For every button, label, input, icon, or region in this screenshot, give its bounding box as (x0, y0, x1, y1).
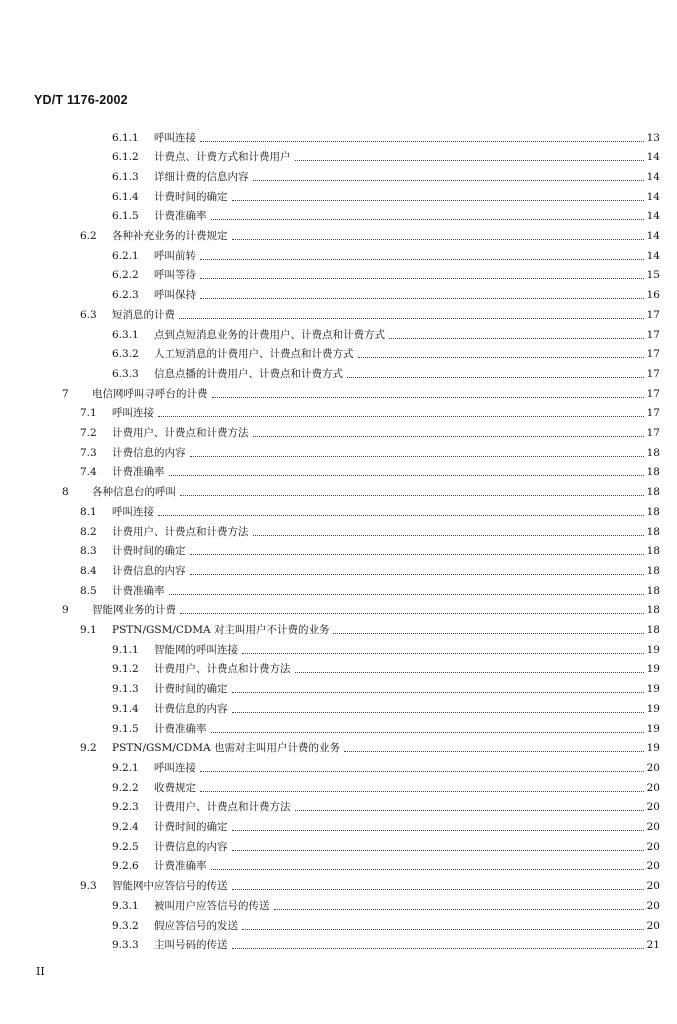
toc-entry[interactable] (112, 203, 660, 223)
toc-entry[interactable] (80, 538, 660, 558)
toc-entry-number: 6.2 (80, 230, 97, 242)
toc-leader-dots (344, 751, 644, 752)
toc-entry-number: 7.3 (80, 446, 97, 459)
toc-entry[interactable] (112, 774, 660, 794)
toc-leader-dots (200, 298, 644, 299)
toc-leader-dots (190, 574, 645, 575)
toc-leader-dots (179, 318, 644, 319)
toc-leader-dots (253, 535, 645, 536)
toc-leader-dots (232, 889, 645, 890)
toc-leader-dots (295, 672, 645, 673)
toc-leader-dots (211, 732, 645, 733)
toc-entry-title: 计费时间的确定 (112, 545, 186, 558)
toc-entry-title: 计费时间的确定 (154, 821, 228, 833)
toc-entry-number: 9.2 (80, 742, 97, 755)
toc-entry-number: 6.2.1 (112, 249, 139, 262)
toc-entry-page: 14 (646, 190, 660, 203)
toc-entry-title: 计费用户、计费点和计费方法 (112, 525, 249, 538)
toc-entry[interactable] (62, 597, 660, 617)
toc-entry[interactable] (112, 695, 660, 715)
toc-leader-dots (295, 810, 645, 811)
toc-entry-page: 18 (646, 466, 660, 479)
toc-leader-dots (242, 653, 644, 654)
toc-entry-number: 6.1.3 (112, 170, 139, 183)
toc-entry-page: 14 (646, 170, 660, 183)
toc-entry-number: 6.1.2 (112, 151, 139, 164)
toc-leader-dots (158, 515, 644, 516)
toc-entry[interactable] (112, 636, 660, 656)
toc-leader-dots (232, 200, 645, 201)
toc-entry-title: 信息点播的计费用户、计费点和计费方式 (154, 367, 343, 380)
toc-entry-number: 8.5 (80, 584, 97, 597)
toc-entry-page: 20 (646, 781, 660, 794)
toc-entry-number: 8.4 (80, 564, 97, 577)
toc-entry-title: 计费时间的确定 (154, 683, 228, 696)
toc-entry-number: 6.1.1 (112, 131, 139, 144)
toc-entry-page: 21 (646, 939, 660, 952)
toc-entry-number: 9.1.4 (112, 702, 139, 715)
toc-entry-number: 6.2.3 (112, 289, 139, 302)
toc-leader-dots (200, 141, 644, 142)
toc-entry-title: 呼叫保持 (154, 289, 196, 302)
toc-entry-title: PSTN/GSM/CDMA 对主叫用户不计费的业务 (112, 624, 330, 636)
toc-entry[interactable] (62, 380, 660, 400)
toc-entry-number: 9.2.4 (112, 821, 139, 833)
toc-leader-dots (180, 495, 644, 496)
toc-entry-title: 假应答信号的发送 (154, 919, 238, 932)
toc-entry-number: 9.3.2 (112, 919, 139, 932)
toc-entry-title: 计费准确率 (154, 860, 207, 873)
toc-leader-dots (358, 357, 645, 358)
toc-entry-page: 14 (646, 249, 660, 262)
toc-entry-page: 14 (646, 230, 660, 242)
toc-entry[interactable] (112, 282, 660, 302)
toc-entry-number: 6.3 (80, 308, 97, 321)
toc-entry-number: 6.3.3 (112, 367, 139, 380)
toc-entry-title: 详细计费的信息内容 (154, 170, 249, 183)
toc-leader-dots (253, 180, 645, 181)
toc-entry[interactable] (112, 676, 660, 696)
toc-entry[interactable] (112, 715, 660, 735)
toc-entry-page: 19 (646, 663, 660, 676)
toc-leader-dots (212, 397, 645, 398)
toc-entry-title: 计费信息的内容 (112, 446, 186, 459)
toc-leader-dots (232, 850, 645, 851)
toc-leader-dots (232, 948, 645, 949)
toc-entry[interactable] (112, 144, 660, 164)
toc-entry-number: 9.2.5 (112, 840, 139, 853)
toc-entry-title: 呼叫连接 (112, 407, 154, 420)
toc-entry-page: 17 (646, 387, 660, 400)
toc-entry[interactable] (112, 833, 660, 853)
toc-entry-number: 7.2 (80, 427, 97, 439)
toc-entry-page: 18 (646, 446, 660, 459)
toc-entry[interactable] (112, 360, 660, 380)
toc-entry-number: 9.1.5 (112, 722, 139, 735)
toc-leader-dots (200, 771, 644, 772)
toc-entry-page: 20 (646, 801, 660, 814)
toc-entry-page: 17 (646, 308, 660, 321)
toc-leader-dots (232, 239, 645, 240)
toc-entry-number: 9.1.1 (112, 643, 139, 656)
toc-entry-title: 人工短消息的计费用户、计费点和计费方式 (154, 348, 354, 361)
toc-entry-title: 电信网呼叫寻呼台的计费 (92, 387, 208, 400)
toc-entry[interactable] (80, 577, 660, 597)
toc-entry[interactable] (112, 814, 660, 834)
toc-entry[interactable] (112, 124, 660, 144)
toc-leader-dots (333, 633, 644, 634)
toc-entry-page: 13 (646, 131, 660, 144)
toc-entry-page: 20 (646, 821, 660, 833)
toc-leader-dots (200, 259, 644, 260)
toc-entry-title: 呼叫等待 (154, 269, 196, 282)
toc-entry[interactable] (80, 459, 660, 479)
toc-leader-dots (232, 830, 645, 831)
toc-entry[interactable] (112, 912, 660, 932)
toc-entry-page: 17 (646, 427, 660, 439)
toc-entry-title: 主叫号码的传送 (154, 939, 228, 952)
toc-entry-number: 8.1 (80, 505, 97, 518)
toc-entry-page: 18 (646, 584, 660, 597)
toc-entry-title: 计费用户、计费点和计费方法 (154, 663, 291, 676)
toc-leader-dots (211, 219, 645, 220)
toc-entry-number: 9.1.2 (112, 663, 139, 676)
toc-leader-dots (389, 338, 644, 339)
toc-entry-title: 短消息的计费 (112, 308, 175, 321)
toc-entry-page: 18 (646, 545, 660, 558)
toc-entry-page: 20 (646, 761, 660, 774)
toc-entry-title: 计费时间的确定 (154, 190, 228, 203)
toc-entry-number: 9.2.1 (112, 761, 139, 774)
toc-entry-page: 19 (646, 722, 660, 735)
toc-entry-title: 计费准确率 (112, 584, 165, 597)
toc-entry-number: 9.1.3 (112, 683, 139, 696)
toc-entry-title: 计费准确率 (154, 722, 207, 735)
toc-entry-title: 各种补充业务的计费规定 (112, 230, 228, 242)
toc-entry-page: 16 (646, 289, 660, 302)
toc-entry-number: 9.2.3 (112, 801, 139, 814)
toc-entry-title: 被叫用户应答信号的传送 (154, 899, 270, 912)
toc-entry-page: 18 (646, 486, 660, 499)
toc-entry-number: 7.4 (80, 466, 97, 479)
toc-entry[interactable] (112, 321, 660, 341)
toc-entry[interactable] (80, 557, 660, 577)
page-number-footer: II (36, 965, 45, 978)
toc-entry-page: 19 (646, 742, 660, 755)
toc-entry-title: 点到点短消息业务的计费用户、计费点和计费方式 (154, 328, 385, 341)
toc-leader-dots (232, 712, 645, 713)
toc-entry[interactable] (112, 853, 660, 873)
toc-leader-dots (295, 160, 645, 161)
toc-entry-title: PSTN/GSM/CDMA 也需对主叫用户计费的业务 (112, 742, 340, 755)
toc-entry-page: 19 (646, 643, 660, 656)
toc-entry-number: 6.1.4 (112, 190, 139, 203)
toc-entry[interactable] (112, 892, 660, 912)
toc-entry-page: 14 (646, 210, 660, 223)
toc-entry-number: 9.3.3 (112, 939, 139, 952)
toc-entry-page: 17 (646, 367, 660, 380)
toc-entry[interactable] (112, 754, 660, 774)
toc-entry-title: 计费准确率 (154, 210, 207, 223)
toc-entry-number: 8.3 (80, 545, 97, 558)
toc-entry-page: 18 (646, 505, 660, 518)
toc-entry-title: 计费信息的内容 (154, 840, 228, 853)
toc-entry-number: 9.1 (80, 624, 97, 636)
toc-leader-dots (169, 475, 645, 476)
toc-entry-title: 计费用户、计费点和计费方法 (154, 801, 291, 814)
toc-entry-number: 7 (62, 387, 69, 400)
toc-entry-title: 计费信息的内容 (154, 702, 228, 715)
toc-leader-dots (253, 436, 645, 437)
toc-leader-dots (274, 909, 645, 910)
toc-leader-dots (169, 594, 645, 595)
toc-entry-title: 收费规定 (154, 781, 196, 794)
toc-entry-page: 20 (646, 919, 660, 932)
toc-entry-page: 19 (646, 683, 660, 696)
toc-entry-title: 呼叫连接 (154, 761, 196, 774)
toc-entry[interactable] (80, 518, 660, 538)
toc-leader-dots (180, 613, 644, 614)
toc-entry[interactable] (80, 873, 660, 893)
toc-entry-number: 7.1 (80, 407, 97, 420)
toc-entry[interactable] (112, 656, 660, 676)
toc-entry-number: 6.2.2 (112, 269, 139, 282)
toc-leader-dots (200, 278, 644, 279)
toc-entry[interactable] (80, 439, 660, 459)
toc-entry-page: 17 (646, 328, 660, 341)
toc-entry-title: 各种信息台的呼叫 (92, 486, 176, 499)
document-header: YD/T 1176-2002 (34, 93, 128, 107)
toc-entry-number: 9 (62, 604, 69, 617)
toc-entry-number: 6.3.2 (112, 348, 139, 361)
toc-entry-title: 计费准确率 (112, 466, 165, 479)
toc-entry-number: 8.2 (80, 525, 97, 538)
toc-entry-page: 20 (646, 860, 660, 873)
toc-entry-number: 9.2.6 (112, 860, 139, 873)
toc-entry-title: 计费信息的内容 (112, 564, 186, 577)
toc-leader-dots (211, 869, 645, 870)
toc-entry[interactable] (80, 301, 660, 321)
toc-leader-dots (190, 456, 645, 457)
toc-entry-title: 智能网中应答信号的传送 (112, 880, 228, 893)
toc-leader-dots (232, 692, 645, 693)
toc-entry-page: 20 (646, 880, 660, 893)
toc-entry[interactable] (62, 479, 660, 499)
toc-entry[interactable] (112, 794, 660, 814)
toc-entry[interactable] (80, 420, 660, 440)
toc-entry[interactable] (80, 498, 660, 518)
toc-entry[interactable] (112, 262, 660, 282)
toc-leader-dots (347, 377, 644, 378)
toc-leader-dots (158, 416, 644, 417)
toc-entry-page: 18 (646, 624, 660, 636)
toc-entry-title: 计费点、计费方式和计费用户 (154, 151, 291, 164)
toc-leader-dots (190, 554, 645, 555)
toc-entry-title: 智能网业务的计费 (92, 604, 176, 617)
toc-entry-page: 18 (646, 525, 660, 538)
toc-entry-number: 9.3 (80, 880, 97, 893)
toc-entry-number: 8 (62, 486, 69, 499)
toc-entry[interactable] (80, 735, 660, 755)
toc-entry-page: 17 (646, 407, 660, 420)
toc-entry-page: 17 (646, 348, 660, 361)
toc-entry-page: 20 (646, 840, 660, 853)
toc-entry-page: 15 (646, 269, 660, 282)
toc-entry[interactable] (112, 242, 660, 262)
toc-entry-number: 9.3.1 (112, 899, 139, 912)
toc-entry[interactable] (112, 932, 660, 952)
toc-entry-number: 6.1.5 (112, 210, 139, 223)
toc-entry-title: 呼叫前转 (154, 249, 196, 262)
toc-entry-number: 6.3.1 (112, 328, 139, 341)
toc-entry[interactable] (112, 163, 660, 183)
toc-entry[interactable] (80, 223, 660, 243)
toc-entry-page: 14 (646, 151, 660, 164)
toc-entry[interactable] (112, 183, 660, 203)
toc-entry-page: 18 (646, 604, 660, 617)
toc-entry-page: 19 (646, 702, 660, 715)
toc-entry-title: 呼叫连接 (154, 131, 196, 144)
toc-entry[interactable] (80, 400, 660, 420)
toc-entry[interactable] (112, 341, 660, 361)
toc-entry-number: 9.2.2 (112, 781, 139, 794)
toc-leader-dots (242, 929, 644, 930)
toc-leader-dots (200, 791, 644, 792)
toc-entry-page: 18 (646, 564, 660, 577)
toc-entry[interactable] (80, 617, 660, 637)
toc-entry-title: 呼叫连接 (112, 505, 154, 518)
toc-entry-title: 计费用户、计费点和计费方法 (112, 427, 249, 439)
toc-entry-title: 智能网的呼叫连接 (154, 643, 238, 656)
toc-entry-page: 20 (646, 899, 660, 912)
